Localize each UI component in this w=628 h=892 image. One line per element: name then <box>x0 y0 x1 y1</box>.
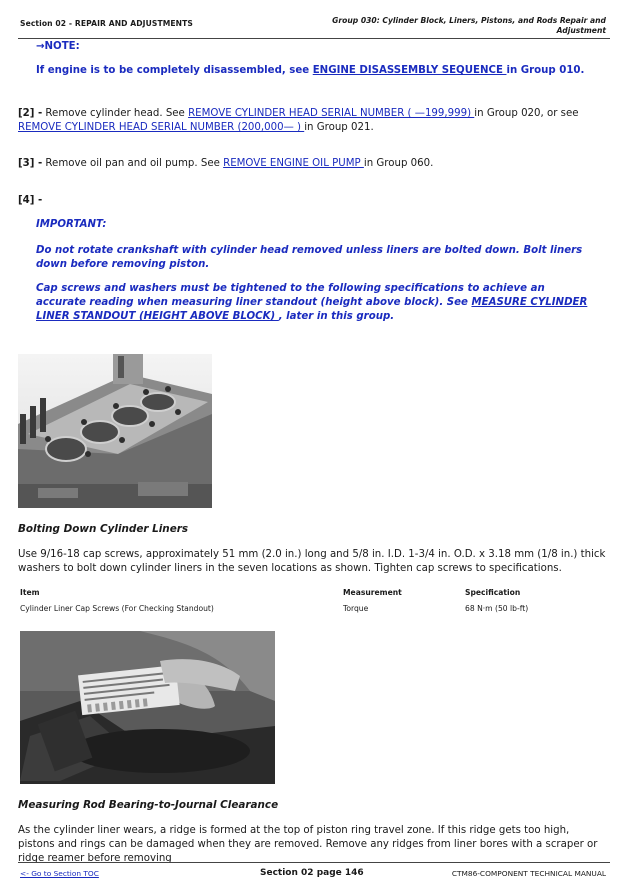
note-text-before: If engine is to be completely disassembled, see <box>36 65 313 76</box>
spec-table-header <box>20 588 580 604</box>
spec-table <box>20 588 580 620</box>
table-row <box>20 604 580 620</box>
engine-block-photo <box>18 354 212 508</box>
ridge-removal-text: As the cylinder liner wears, a ridge is formed at the top of piston ring travel zone. If this ridge gets too high, pistons and rings can be damaged when they are removed. Remove any ridges from liner bores with a scraper or ridge reamer before removing <box>18 825 598 864</box>
step-3-number: [3] - <box>18 158 43 169</box>
step-4 <box>18 194 593 208</box>
bolting-instructions: Use 9/16-18 cap screws, approximately 51 mm (2.0 in.) long and 5/8 in. I.D. 1-3/4 in. O.D. x 3.18 mm (1/8 in.) thick washers to bolt down cylinder liners in the seven locations as shown. Tighten cap screws to specifications. <box>18 549 606 574</box>
note-text <box>36 65 584 76</box>
header-divider <box>18 38 610 39</box>
step-2 <box>18 107 593 135</box>
rod-bearing-illustration <box>20 631 275 784</box>
section-toc-link[interactable]: <- Go to Section TOC <box>20 869 99 878</box>
remove-cylinder-head-link-2[interactable]: REMOVE CYLINDER HEAD SERIAL NUMBER (200,000— ) <box>18 122 305 133</box>
remove-cylinder-head-link-1[interactable]: REMOVE CYLINDER HEAD SERIAL NUMBER ( —199,999) <box>188 108 475 119</box>
engine-block-illustration <box>18 354 212 508</box>
header-measurement: Measurement <box>343 588 402 597</box>
figure-2-caption: Measuring Rod Bearing-to-Journal Clearance <box>18 799 279 811</box>
step-3-text1: Remove oil pan and oil pump. See <box>42 158 224 169</box>
header-item: Item <box>20 588 40 597</box>
row-measurement: Torque <box>343 604 369 613</box>
header-specification: Specification <box>465 588 521 597</box>
row-specification: 68 N·m (50 lb-ft) <box>465 604 529 613</box>
remove-oil-pump-link[interactable]: REMOVE ENGINE OIL PUMP <box>223 158 364 169</box>
manual-title: CTM86-COMPONENT TECHNICAL MANUAL <box>451 869 606 878</box>
important-para-2-after: , later in this group. <box>278 311 395 322</box>
group-title-line1: Group 030: Cylinder Block, Liners, Pistons, and Rods Repair and <box>332 16 606 25</box>
important-para-2-before: Cap screws and washers must be tightened to the following specifications to achieve an accurate reading when measuring liner standout (height above block). See <box>36 283 545 308</box>
page-number: Section 02 page 146 <box>260 868 364 878</box>
note-text-after: in Group 010. <box>506 65 585 76</box>
section-title: Section 02 - REPAIR AND ADJUSTMENTS <box>20 19 193 28</box>
step-3-text2: in Group 060. <box>363 158 434 169</box>
engine-disassembly-link[interactable]: ENGINE DISASSEMBLY SEQUENCE <box>312 65 507 76</box>
group-title-line2: Adjustment <box>556 26 606 35</box>
step-2-number: [2] - <box>18 108 43 119</box>
note-label: →NOTE: <box>36 41 80 52</box>
group-title <box>306 16 606 36</box>
row-item: Cylinder Liner Cap Screws (For Checking Standout) <box>20 604 214 613</box>
important-para-2 <box>36 282 596 324</box>
step-2-text2: in Group 020, or see <box>474 108 579 119</box>
step-4-number: [4] - <box>18 195 43 206</box>
figure-1-caption: Bolting Down Cylinder Liners <box>18 523 189 535</box>
step-3 <box>18 157 593 171</box>
important-para-1: Do not rotate crankshaft with cylinder head removed unless liners are bolted down. Bolt liners down before removing piston. <box>36 245 583 270</box>
plastigage-photo <box>20 631 275 784</box>
step-2-text1: Remove cylinder head. See <box>42 108 189 119</box>
important-label: IMPORTANT: <box>36 219 107 230</box>
step-2-text3: in Group 021. <box>304 122 374 133</box>
footer-divider <box>18 862 610 863</box>
measure-liner-standout-link[interactable]: MEASURE CYLINDER LINER STANDOUT (HEIGHT ABOVE BLOCK) <box>36 297 588 322</box>
